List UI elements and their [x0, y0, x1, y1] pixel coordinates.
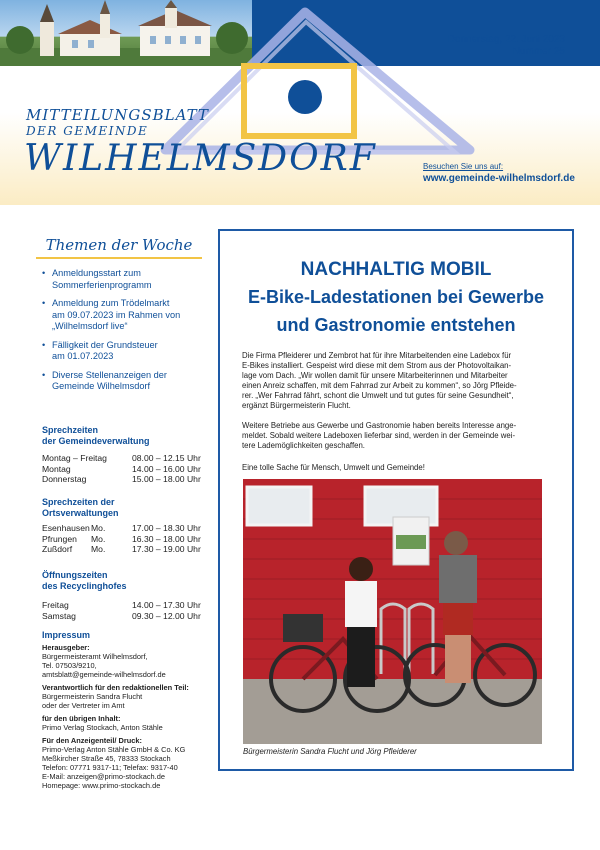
schedule-cell: 16.30 – 18.00 Uhr — [132, 533, 201, 544]
section-heading — [42, 570, 127, 591]
section-heading-line: Sprechzeiten — [42, 425, 99, 435]
schedule-cell: 14.00 – 17.30 Uhr — [132, 600, 201, 610]
themen-item — [42, 268, 207, 291]
article-headline-line2: und Gastronomie entstehen — [276, 315, 516, 335]
schedule-cell: 08.00 – 12.15 Uhr — [132, 453, 201, 463]
schedule-cell: Pfrungen — [42, 533, 77, 544]
ebike-photo-illustration — [243, 479, 542, 744]
impressum-line: Telefon: 07771 9317-11; Telefax: 9317-40 — [42, 763, 178, 772]
themen-item — [42, 340, 207, 363]
section-heading-line: des Recyclinghofes — [42, 580, 127, 591]
impressum-line: Primo Verlag Stockach, Anton Stähle — [42, 723, 163, 732]
impressum-label: Für den Anzeigenteil/ Druck: — [42, 736, 142, 745]
masthead — [0, 0, 600, 205]
themen-item-line: • Anmeldungsstart zum — [52, 268, 141, 278]
impressum-block — [42, 683, 222, 710]
schedule-cell: 15.00 – 18.00 Uhr — [132, 474, 201, 484]
themen-item-line: • Anmeldung zum Trödelmarkt — [52, 298, 170, 308]
themen-item-line: am 01.07.2023 — [52, 351, 114, 361]
impressum-line: E-Mail: anzeigen@primo-stockach.de — [42, 772, 165, 781]
impressum-heading: Impressum — [42, 630, 91, 640]
masthead-line1: MITTEILUNGSBLATT — [26, 106, 209, 124]
themen-title: Themen der Woche — [45, 236, 193, 254]
article-line: meldet. Sobald weitere Ladeboxen lieferbar sind, werden in der Gemeinde wei- — [242, 431, 516, 440]
schedule-cell: 17.00 – 18.30 Uhr — [132, 523, 201, 533]
impressum-line: Meßkircher Straße 45, 78333 Stockach — [42, 754, 171, 763]
issue-number: Nummer 25 — [512, 46, 565, 57]
themen-item-line: am 09.07.2023 im Rahmen von — [52, 309, 181, 320]
themen-item-line: Gemeinde Wilhelmsdorf — [52, 381, 151, 391]
schedule-cell: Mo. — [91, 544, 106, 554]
article-line: einen Anreiz schaffen, mit dem Fahrrad zur Arbeit zu kommen“, so Jörg Pfleide- — [242, 381, 517, 390]
masthead-title: WILHELMSDORF — [24, 138, 377, 179]
article-paragraph-1 — [242, 351, 552, 411]
schedule-cell: Samstag — [42, 610, 76, 621]
themen-item-line: • Diverse Stellenanzeigen der — [52, 369, 167, 380]
article-paragraph-2 — [242, 421, 552, 451]
section-heading-line: Sprechzeiten der — [42, 497, 115, 507]
section-heading — [42, 425, 150, 446]
themen-item — [42, 370, 207, 393]
section-heading-line: Ortsverwaltungen — [42, 507, 119, 518]
impressum-block — [42, 714, 222, 732]
schedule-cell: 09.30 – 12.00 Uhr — [132, 610, 201, 621]
schedule-cell: 14.00 – 16.00 Uhr — [132, 463, 201, 474]
article-line: lage vom Dach. „Wir wollen damit für unsere Mitarbeiterinnen und Mitarbeiter — [242, 371, 508, 380]
issue-date: Donnerstag, 22. Juni 2023 — [447, 34, 565, 45]
article-headline-line1: E-Bike-Ladestationen bei Gewerbe — [247, 287, 545, 307]
themen-list — [42, 268, 207, 400]
article-line: tere Lademöglichkeiten geschaffen. — [242, 441, 365, 450]
section-heading — [42, 497, 119, 518]
article-line: Weitere Betriebe aus Gewerbe und Gastronomie haben bereits Interesse ange- — [242, 421, 517, 430]
impressum-line: amtsblatt@gemeinde-wilhelmsdorf.de — [42, 670, 166, 679]
article-paragraph-3: Eine tolle Sache für Mensch, Umwelt und Gemeinde! — [242, 463, 425, 472]
impressum-label: für den übrigen Inhalt: — [42, 714, 121, 723]
article-kicker: NACHHALTIG MOBIL — [300, 259, 492, 280]
section-heading-line: Öffnungszeiten — [42, 570, 108, 580]
article-line: ergänzt Bürgermeisterin Flucht. — [242, 401, 351, 410]
impressum-line: Bürgermeisterin Sandra Flucht — [42, 692, 143, 701]
impressum-block — [42, 736, 222, 790]
visit-label: Besuchen Sie uns auf: — [423, 162, 504, 171]
themen-header — [36, 233, 202, 259]
schedule-cell: Freitag — [42, 600, 69, 610]
themen-item-line: „Wilhelmsdorf live“ — [52, 321, 128, 331]
impressum-line: Tel. 07503/9210, — [42, 661, 97, 670]
impressum-block — [42, 643, 222, 679]
themen-item-line: Sommerferienprogramm — [52, 279, 152, 290]
impressum-line: Homepage: www.primo-stockach.de — [42, 781, 161, 790]
article-box — [218, 229, 574, 771]
impressum-line: Bürgermeisteramt Wilhelmsdorf, — [42, 652, 148, 661]
schedule-cell: Mo. — [91, 533, 106, 544]
schedule-cell: Mo. — [91, 523, 106, 533]
section-heading-line: der Gemeindeverwaltung — [42, 435, 150, 446]
themen-item-line: • Fälligkeit der Grundsteuer — [52, 339, 158, 350]
schedule-cell: Montag – Freitag — [42, 453, 107, 463]
schedule-cell: Donnerstag — [42, 474, 87, 484]
schedule-cell: Montag — [42, 463, 71, 474]
article-line: E-Bikes installiert. Gespeist wird diese mit dem Strom aus der Photovoltaikan- — [242, 361, 512, 370]
impressum-line: Primo-Verlag Anton Stähle GmbH & Co. KG — [42, 745, 186, 754]
impressum-label: Verantwortlich für den redaktionellen Teil: — [42, 683, 189, 692]
schedule-cell: Esenhausen — [42, 523, 90, 533]
impressum-label: Herausgeber: — [42, 643, 90, 652]
article-photo — [243, 479, 542, 744]
issue-info — [448, 34, 565, 58]
schedule-cell: Zußdorf — [42, 544, 73, 554]
masthead-line2: DER GEMEINDE — [26, 124, 149, 138]
photo-caption: Bürgermeisterin Sandra Flucht und Jörg Pfleiderer — [243, 747, 417, 756]
article-line: rer. „Wer Fahrrad fährt, schont die Umwelt und tut gutes für seine Gesundheit“, — [242, 391, 514, 400]
impressum-line: oder der Vertreter im Amt — [42, 701, 125, 710]
article-line: Die Firma Pfleiderer und Zembrot hat für ihre Mitarbeitenden eine Ladebox für — [242, 351, 512, 360]
themen-item — [42, 298, 207, 333]
schedule-cell: 17.30 – 19.00 Uhr — [132, 544, 201, 554]
website-link[interactable]: www.gemeinde-wilhelmsdorf.de — [423, 173, 575, 184]
